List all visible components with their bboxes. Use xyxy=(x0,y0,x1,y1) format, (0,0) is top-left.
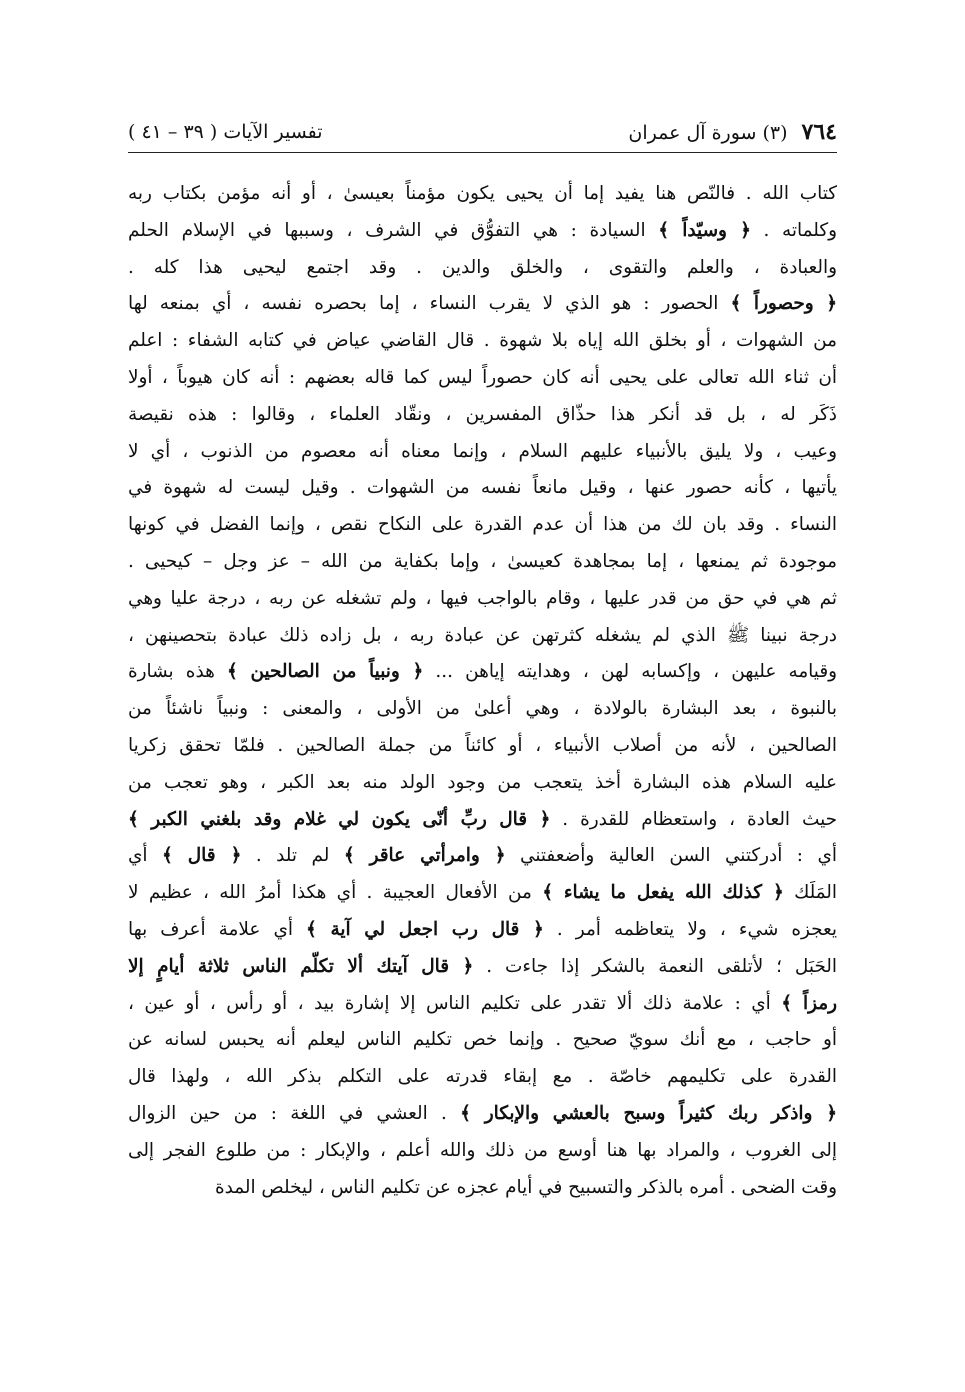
header-right-group xyxy=(628,119,837,145)
text-line xyxy=(128,802,837,839)
text-segment: كتاب الله . فالنّص هنا يفيد إما أن يحيى يكون مؤمناً بعيسىٰ ، أو أنه مؤمن بكتاب ربه xyxy=(128,183,837,204)
text-segment: إلى الغروب ، والمراد بها هنا أوسع من ذلك والله أعلم ، والإبكار : من طلوع الفجر إلى xyxy=(128,1139,837,1161)
text-line xyxy=(128,875,837,912)
page-number: ٧٦٤ xyxy=(801,119,837,145)
text-line xyxy=(128,1133,837,1170)
text-line xyxy=(128,618,837,655)
text-segment: أي : أدركتني السن العالية وأضعفتني xyxy=(505,845,837,867)
text-line xyxy=(128,581,837,618)
text-segment: . العشي في اللغة : من حين الزوال xyxy=(128,1102,461,1124)
text-line xyxy=(128,286,837,323)
text-segment: أن ثناء الله تعالى على يحيى أنه كان حصوراً ليس كما قاله بعضهم : أنه كان هيوباً ، أولا xyxy=(128,366,837,388)
quran-quote: ﴿ قال آيتك ألا تكلّم الناس ثلاثة أيامٍ إلا xyxy=(128,955,474,977)
text-line xyxy=(128,691,837,728)
quran-quote: ﴿ قال رب اجعل لي آية ﴾ xyxy=(306,918,544,940)
text-line xyxy=(128,470,837,507)
text-segment: ذَكَر له ، بل قد أنكر هذا حذّاق المفسرين ، ونقّاد العلماء ، وقالوا : هذه نقيصة xyxy=(128,403,837,425)
page-body-text xyxy=(128,176,837,1206)
text-line xyxy=(128,765,837,802)
text-line xyxy=(128,434,837,471)
text-segment: هذه بشارة xyxy=(128,661,227,683)
text-line xyxy=(128,1059,837,1096)
text-segment: وقت الضحى . أمره بالذكر والتسبيح في أيام عجزه عن تكليم الناس ، ليخلص المدة xyxy=(214,1176,837,1198)
text-segment: الحصور : هو الذي لا يقرب النساء ، إما بحصره نفسه ، أي بمنعه لها xyxy=(128,293,731,315)
text-segment: يأتيها ، كأنه حصور عنها ، وقيل مانعاً نفسه من الشهوات . وقيل ليست له شهوة في xyxy=(128,477,837,499)
text-segment: النساء . وقد بان لك من هذا أن عدم القدرة على النكاح نقص ، وإنما الفضل في كونها xyxy=(128,514,837,536)
text-line xyxy=(128,949,837,986)
text-segment: أي علامة أعرف بها xyxy=(128,918,307,940)
text-line xyxy=(128,1170,837,1207)
text-segment: السيادة : هي التفوُّق في الشرف ، وسببها في الإسلام الحلم xyxy=(128,219,659,241)
text-segment: والعبادة ، والعلم والتقوى ، والخلق والدين . وقد اجتمع ليحيى هذا كله . xyxy=(128,256,837,278)
text-segment: أو حاجب ، مع أنك سويّ صحيح . وإنما خص تكليم الناس ليعلم أنه يحبس لسانه عن xyxy=(128,1029,837,1051)
text-line xyxy=(128,838,837,875)
text-segment: أي xyxy=(128,845,162,867)
text-segment: حيث العادة ، واستعظام للقدرة . xyxy=(550,808,837,830)
text-line xyxy=(128,213,837,250)
quran-quote: ﴿ وسيّداً ﴾ xyxy=(658,219,751,241)
quran-quote: ﴿ وامرأتي عاقر ﴾ xyxy=(343,845,506,867)
text-segment: المَلَك xyxy=(783,882,837,904)
text-line xyxy=(128,507,837,544)
text-line xyxy=(128,728,837,765)
text-segment: لم تلد . xyxy=(241,845,344,867)
text-segment: الحَبَل ؛ لأتلقى النعمة بالشكر إذا جاءت . xyxy=(473,955,837,977)
text-line xyxy=(128,323,837,360)
text-line xyxy=(128,360,837,397)
text-segment: ثم هي في حق من قدر عليها ، وقام بالواجب فيها ، ولم تشغله عن ربه ، درجة عليا وهي xyxy=(128,587,837,609)
text-segment: أي : علامة ذلك ألا تقدر على تكليم الناس إلا إشارة بيد ، أو رأس ، أو عين ، xyxy=(128,992,782,1014)
text-segment: وقيامه عليهن ، وإكسابه لهن ، وهدايته إياهن ... xyxy=(423,661,837,683)
text-segment: درجة نبينا ﷺ الذي لم يشغله كثرتهن عن عبادة ربه ، بل زاده ذلك عبادة بتحصينهن ، xyxy=(128,624,837,646)
quran-quote: ﴿ ونبياً من الصالحين ﴾ xyxy=(226,661,424,683)
text-segment: الصالحين ، لأنه من أصلاب الأنبياء ، أو كائناً من جملة الصالحين . فلمّا تحقق زكريا xyxy=(128,734,837,756)
quran-quote: ﴿ قال ربِّ أنّى يكون لي غلام وقد بلغني الكبر ﴾ xyxy=(128,808,551,830)
text-segment: من الأفعال العجيبة . أي هكذا أمرُ الله ، عظيم لا xyxy=(128,882,543,904)
quran-quote: ﴿ قال ﴾ xyxy=(161,845,242,867)
text-line xyxy=(128,654,837,691)
text-segment: عليه السلام هذه البشارة أخذ يتعجب من وجود الولد منه بعد الكبر ، وهو تعجب من xyxy=(128,771,837,793)
quran-quote: ﴿ وحصوراً ﴾ xyxy=(730,293,837,315)
quran-quote: رمزاً ﴾ xyxy=(781,992,837,1014)
text-segment: القدرة على تكليمهم خاصّة . مع إبقاء قدرته على التكلم بذكر الله ، ولهذا قال xyxy=(128,1066,837,1088)
section-title: تفسير الآيات ( ٣٩ – ٤١ ) xyxy=(128,121,323,143)
text-segment: وعيب ، ولا يليق بالأنبياء عليهم السلام ، وإنما معناه أنه معصوم من الذنوب ، أي لا xyxy=(128,440,837,462)
text-line xyxy=(128,544,837,581)
quran-quote: ﴿ واذكر ربك كثيراً وسبح بالعشي والإبكار ﴾ xyxy=(460,1102,837,1124)
surah-title: (٣) سورة آل عمران xyxy=(628,122,788,144)
text-segment: وكلماته . xyxy=(750,219,837,241)
text-line xyxy=(128,397,837,434)
page-header xyxy=(128,112,837,153)
text-line xyxy=(128,1022,837,1059)
text-line xyxy=(128,250,837,287)
text-segment: موجودة ثم يمنعها ، إما بمجاهدة كعيسىٰ ، وإما بكفاية من الله – عز وجل – كيحيى . xyxy=(128,550,837,572)
text-segment: من الشهوات ، أو بخلق الله إياه بلا شهوة . قال القاضي عياض في كتابه الشفاء : اعلم xyxy=(128,330,837,352)
quran-quote: ﴿ كذلك الله يفعل ما يشاء ﴾ xyxy=(542,882,784,904)
text-line xyxy=(128,912,837,949)
text-segment: بالنبوة ، بعد البشارة بالولادة ، وهي أعلىٰ من الأولى ، والمعنى : ونبياً ناشئاً من xyxy=(128,698,837,720)
text-line xyxy=(128,176,837,213)
text-line xyxy=(128,1096,837,1133)
text-segment: يعجزه شيء ، ولا يتعاظمه أمر . xyxy=(543,918,837,940)
text-line xyxy=(128,986,837,1023)
